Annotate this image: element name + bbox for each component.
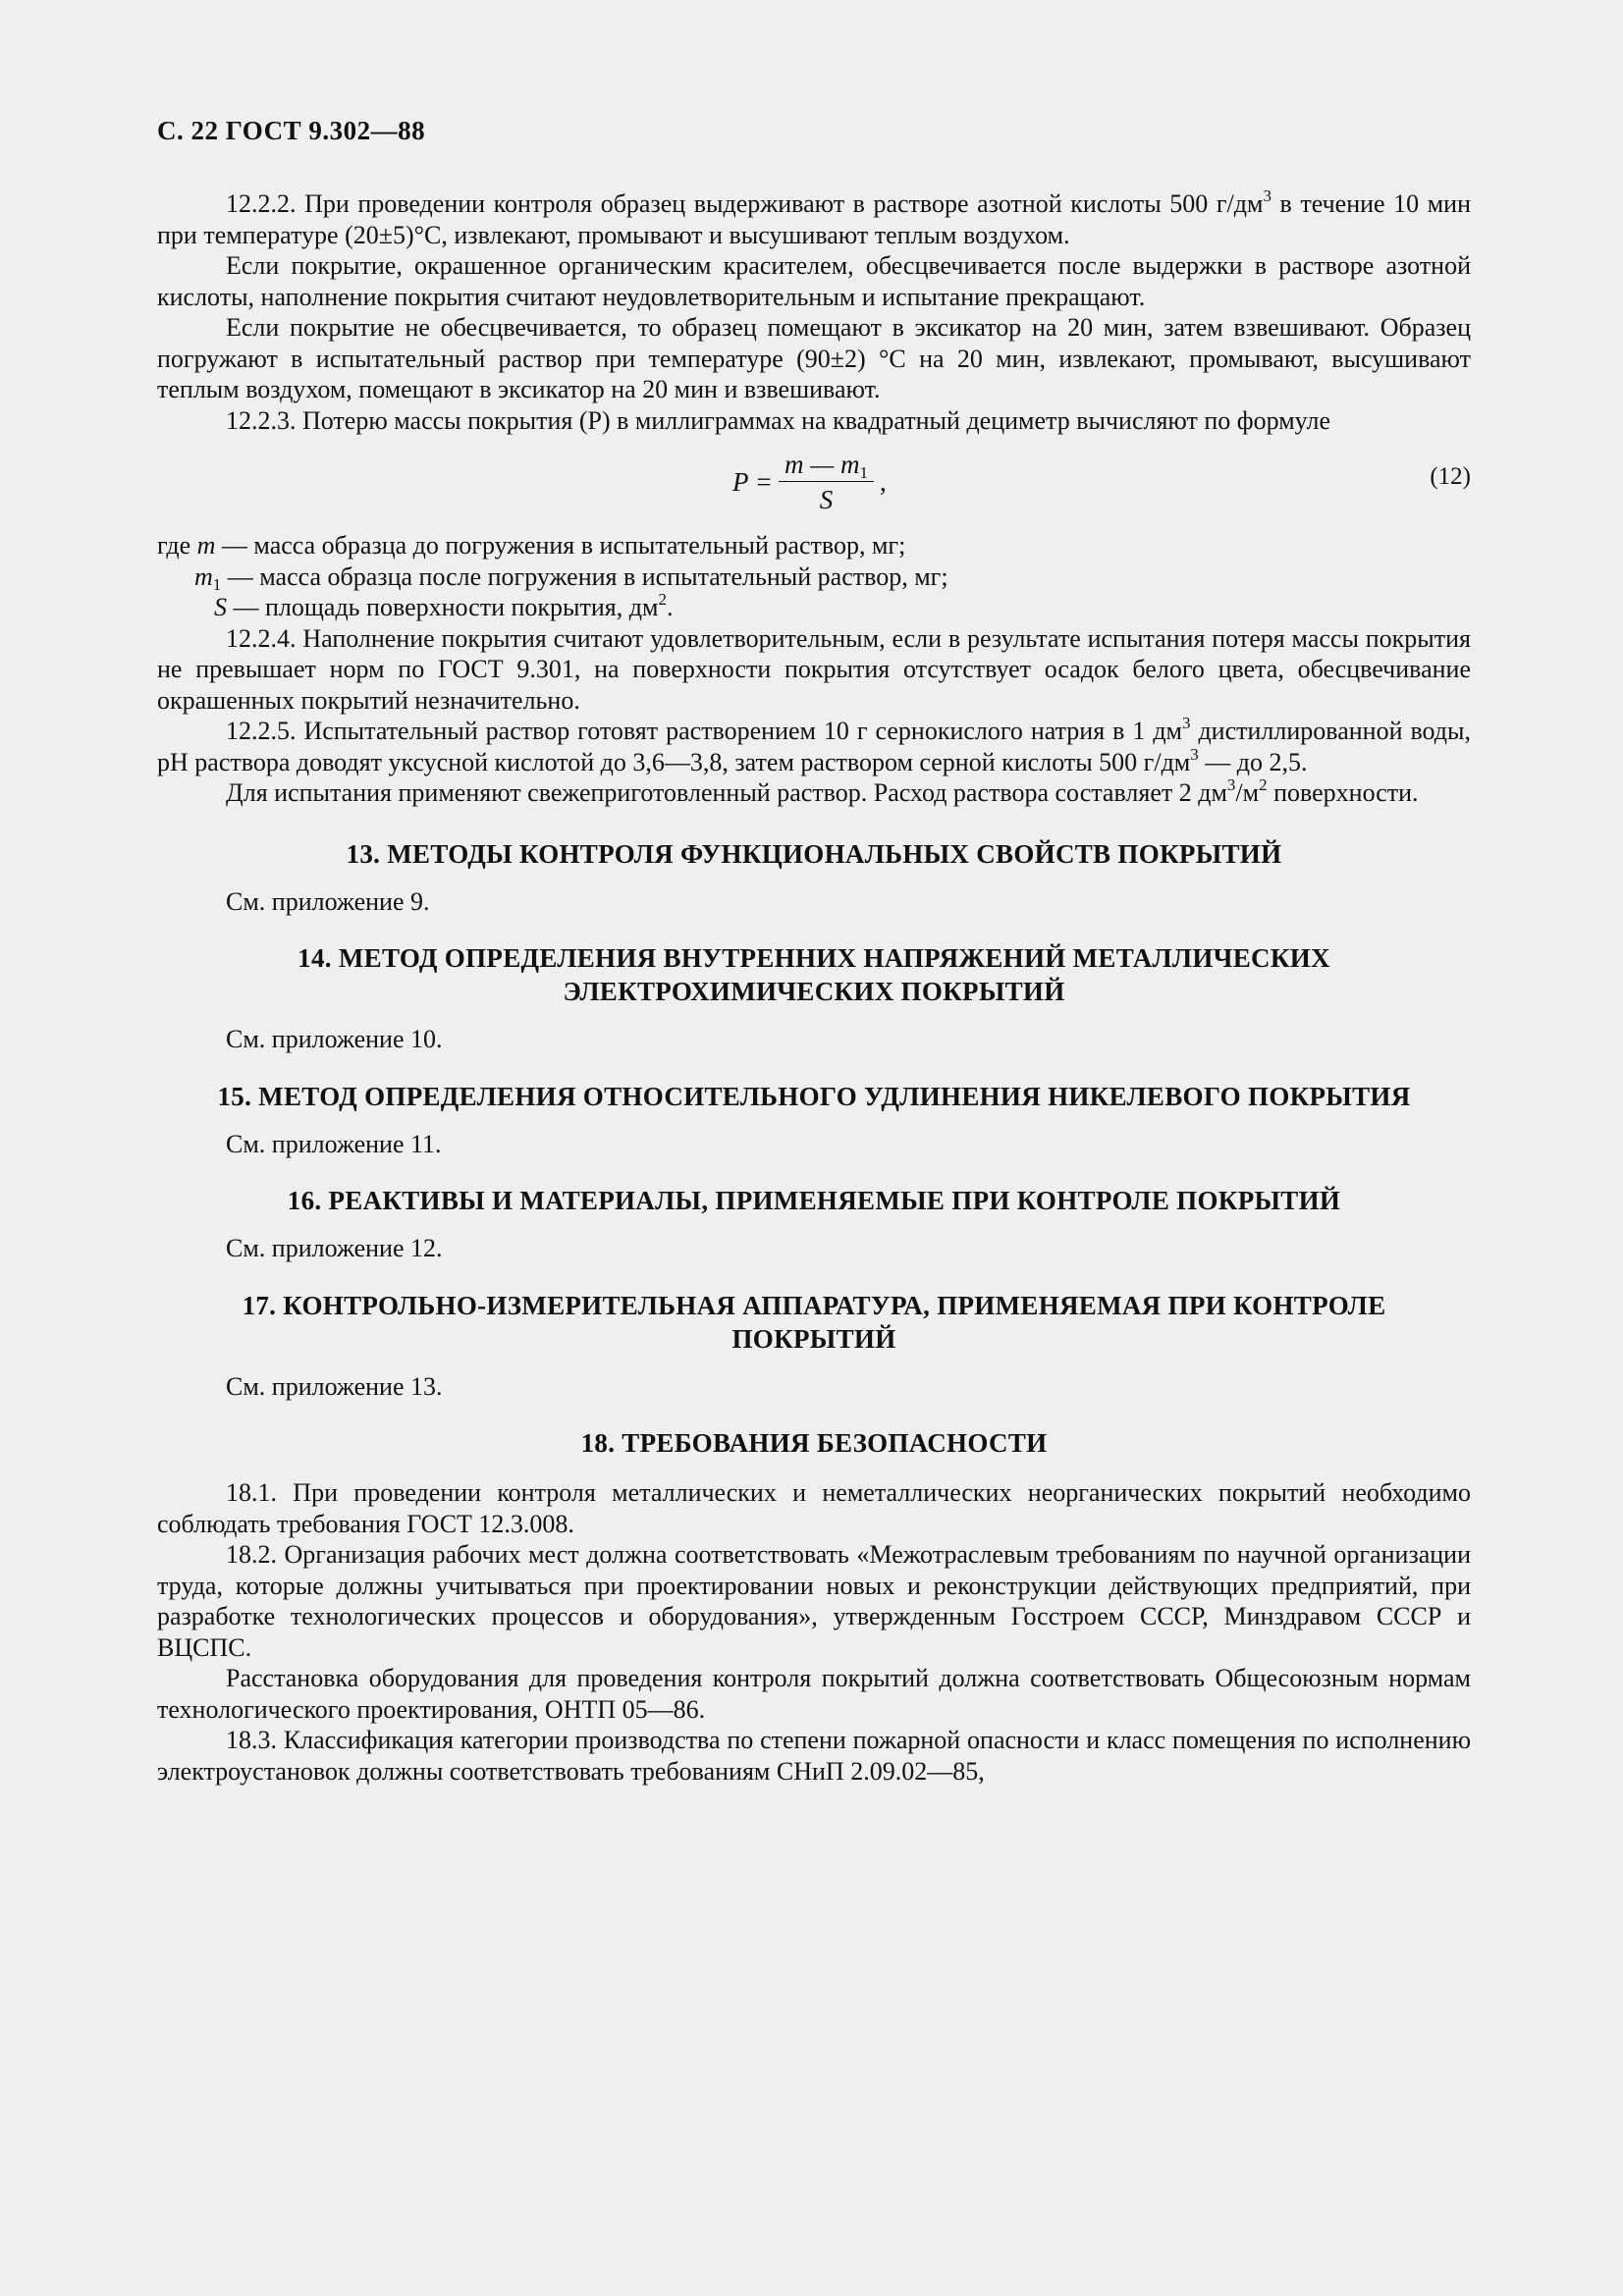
section-17-reference: См. приложение 13. <box>226 1371 443 1401</box>
section-15-heading: 15. МЕТОД ОПРЕДЕЛЕНИЯ ОТНОСИТЕЛЬНОГО УДЛИНЕНИЯ НИКЕЛЕВОГО ПОКРЫТИЯ <box>217 1081 1411 1111</box>
paragraph-12-2-4: 12.2.4. Наполнение покрытия считают удовлетворительным, если в результате испытания потеря массы покрытия не превышает норм по ГОСТ 9.301, на поверхности покрытия отсутствует осадок белого цвета, обесцвечивание окрашенных покрытий незначительно. <box>157 623 1471 715</box>
section-15-reference: См. приложение 11. <box>226 1129 442 1158</box>
section-16-heading: 16. РЕАКТИВЫ И МАТЕРИАЛЫ, ПРИМЕНЯЕМЫЕ ПРИ КОНТРОЛЕ ПОКРЫТИЙ <box>287 1186 1341 1215</box>
section-14-heading-line-1: 14. МЕТОД ОПРЕДЕЛЕНИЯ ВНУТРЕННИХ НАПРЯЖЕНИЙ МЕТАЛЛИЧЕСКИХ <box>298 943 1330 973</box>
page-header: С. 22 ГОСТ 9.302—88 <box>157 116 426 145</box>
section-13-heading: 13. МЕТОДЫ КОНТРОЛЯ ФУНКЦИОНАЛЬНЫХ СВОЙСТВ ПОКРЫТИЙ <box>346 838 1282 869</box>
section-18-heading: 18. ТРЕБОВАНИЯ БЕЗОПАСНОСТИ <box>580 1428 1048 1458</box>
section-14-reference: См. приложение 10. <box>226 1025 443 1053</box>
section-16-reference: См. приложение 12. <box>226 1234 443 1262</box>
paragraph-18-3: 18.3. Классификация категории производства по степени пожарной опасности и класс помещения по исполнению электроустановок должны соответствовать требованиям СНиП 2.09.02—85, <box>157 1726 1471 1786</box>
paragraph-18-2: 18.2. Организация рабочих мест должна соответствовать «Межотраслевым требованиям по научной организации труда, которые должны учитываться при проектировании новых и реконструкции действующих предприятий, при разработке технологических процессов и оборудования», утвержденным Госстроем СССР, Минздравом СССР и ВЦСПС. <box>157 1540 1471 1662</box>
paragraph-not-colored: Если покрытие не обесцвечивается, то образец помещают в эксикатор на 20 мин, затем взвешивают. Образец погружают в испытательный раствор при температуре (90±2) °С на 20 мин, извлекают, промывают, высушивают теплым воздухом, помещают в эксикатор на 20 мин и взвешивают. <box>157 313 1471 403</box>
section-17-heading-line-2: ПОКРЫТИЙ <box>731 1323 896 1354</box>
section-17-heading-line-1: 17. КОНТРОЛЬНО-ИЗМЕРИТЕЛЬНАЯ АППАРАТУРА, ПРИМЕНЯЕМАЯ ПРИ КОНТРОЛЕ <box>242 1290 1386 1320</box>
section-13-reference: См. приложение 9. <box>226 886 430 916</box>
paragraph-12-2-5: 12.2.5. Испытательный раствор готовят растворением 10 г сернокислого натрия в 1 $дм^3$ дистиллированной воды, рН раствора доводят уксусной кислотой до 3,6—3,8, затем раствором серной кислоты 500 $г/дм^3$ — до 2,5. <box>157 714 1471 776</box>
formula-numerator: m — $m_1$ <box>779 450 874 482</box>
paragraph-12-2-2: 12.2.2. При проведении контроля образец выдерживают в растворе азотной кислоты 500 $г/дм^3$ в течение 10 мин при температуре (20±5)°С, извлекают, промывают и высушивают теплым воздухом. <box>157 187 1471 249</box>
paragraph-12-2-3: 12.2.3. Потерю массы покрытия (P) в миллиграммах на квадратный дециметр вычисляют по формуле <box>226 405 1331 435</box>
paragraph-18-1: 18.1. При проведении контроля металлических и неметаллических неорганических покрытий необходимо соблюдать требования ГОСТ 12.3.008. <box>157 1478 1471 1538</box>
page-content <box>157 188 1471 1787</box>
formula-lhs: P = <box>732 466 773 497</box>
formula-number: (12) <box>1430 463 1471 490</box>
paragraph-fresh-solution: Для испытания применяют свежеприготовленный раствор. Расход раствора составляет 2 $дм^3/м^2$ поверхности. <box>226 775 1419 807</box>
formula-denominator: S <box>819 485 834 514</box>
paragraph-equipment-placement: Расстановка оборудования для проведения контроля покрытий должна соответствовать Общесоюзным нормам технологического проектирования, ОНТП 05—86. <box>157 1664 1471 1724</box>
formula-fraction <box>779 450 874 515</box>
formula-legend <box>157 530 1471 623</box>
legend-row-s: S — площадь поверхности покрытия, $дм^2$. <box>214 590 674 621</box>
formula-tail: , <box>880 466 887 497</box>
legend-row-m1: $m_1$ — масса образца после погружения в испытательный раствор, мг; <box>194 561 948 594</box>
formula-expression <box>732 450 887 515</box>
formula-12 <box>157 450 1471 524</box>
section-14-heading-line-2: ЭЛЕКТРОХИМИЧЕСКИХ ПОКРЫТИЙ <box>563 977 1065 1006</box>
legend-row-m: где m — масса образца до погружения в испытательный раствор, мг; <box>157 531 906 560</box>
paragraph-colored-coating: Если покрытие, окрашенное органическим красителем, обесцвечивается после выдержки в растворе азотной кислоты, наполнение покрытия считают неудовлетворительным и испытание прекращают. <box>157 251 1471 311</box>
